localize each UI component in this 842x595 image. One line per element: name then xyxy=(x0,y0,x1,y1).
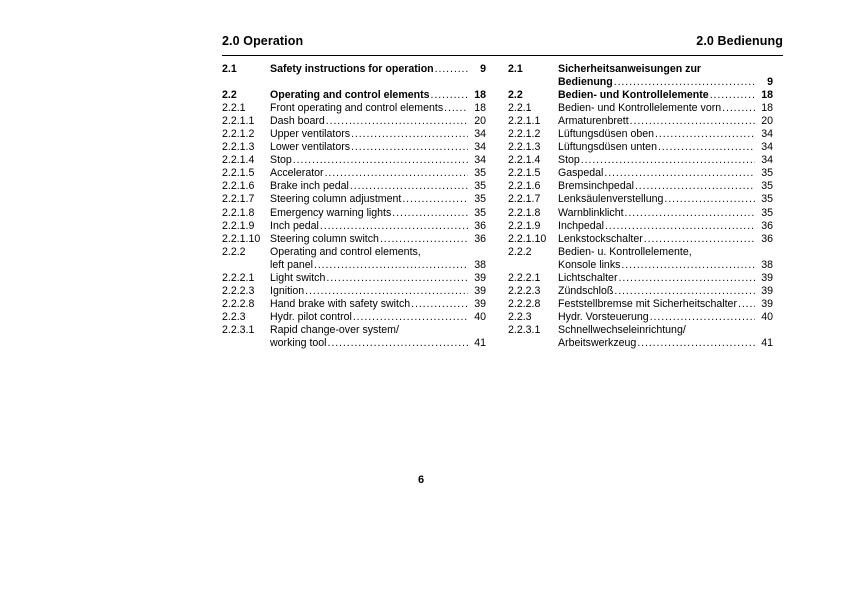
toc-entry-page: 20 xyxy=(761,115,773,128)
toc-entry-title-row xyxy=(558,285,773,298)
toc-entry-page: 38 xyxy=(761,258,773,271)
toc-entry-title: Steering column switch xyxy=(270,232,379,245)
toc-dot-leader xyxy=(431,89,468,102)
toc-entry[interactable] xyxy=(222,220,486,233)
toc-entry[interactable] xyxy=(222,272,486,285)
header-title-left: 2.0 Operation xyxy=(222,34,304,48)
toc-entry-title-row xyxy=(558,89,773,102)
toc-entry-title-row xyxy=(270,259,486,272)
toc-entry-title: Brake inch pedal xyxy=(270,180,349,193)
toc-entry-title-row xyxy=(558,193,773,206)
toc-dot-leader xyxy=(351,141,468,154)
toc-entry-title: Lenkstockschalter xyxy=(558,232,643,245)
toc-entry-page: 9 xyxy=(767,76,773,89)
toc-entry[interactable] xyxy=(508,167,773,180)
toc-entry-number: 2.2.1.7 xyxy=(222,193,255,206)
toc-entry-number: 2.2.1.6 xyxy=(222,180,255,193)
toc-entry[interactable] xyxy=(508,102,773,115)
toc-entry-number: 2.2.2 xyxy=(508,245,532,258)
toc-entry-page: 35 xyxy=(761,180,773,193)
toc-entry-title-row xyxy=(558,233,773,246)
toc-entry-page: 35 xyxy=(761,206,773,219)
header-rule xyxy=(222,55,783,56)
toc-entry-title: Dash board xyxy=(270,115,325,128)
toc-entry-title: Inchpedal xyxy=(558,219,604,232)
toc-entry-page: 40 xyxy=(761,310,773,323)
toc-entry-title-row xyxy=(270,89,486,102)
toc-entry-page: 34 xyxy=(474,154,486,167)
toc-entry-title: left panel xyxy=(270,258,313,271)
toc-entry[interactable] xyxy=(508,259,773,272)
toc-entry-number: 2.2.1.8 xyxy=(508,206,541,219)
toc-entry-title-row xyxy=(558,207,773,220)
toc-dot-leader xyxy=(326,115,468,128)
toc-dot-leader xyxy=(326,272,468,285)
toc-entry[interactable] xyxy=(508,246,773,259)
toc-entry-number: 2.2.1.3 xyxy=(508,141,541,154)
toc-entry-title-row xyxy=(270,324,486,337)
toc-entry-title-row xyxy=(558,154,773,167)
toc-entry-title-row xyxy=(270,63,486,76)
toc-column-german xyxy=(508,63,773,350)
toc-entry-page: 18 xyxy=(474,89,486,102)
toc-entry-title: Bedienung xyxy=(558,76,613,89)
toc-entry-title: Arbeitswerkzeug xyxy=(558,336,637,349)
toc-spacer xyxy=(222,76,486,89)
toc-entry-page: 18 xyxy=(761,89,773,102)
toc-entry-title: Schnellwechseleinrichtung/ xyxy=(558,323,686,336)
toc-entry-title: Emergency warning lights xyxy=(270,206,392,219)
toc-entry-number: 2.2.2.3 xyxy=(222,284,255,297)
toc-entry-title: Bedien- und Kontrollelemente xyxy=(558,89,709,102)
toc-dot-leader xyxy=(435,63,468,76)
toc-entry-number: 2.2.1.4 xyxy=(508,154,541,167)
toc-entry-page: 39 xyxy=(761,271,773,284)
toc-entry[interactable] xyxy=(508,207,773,220)
toc-entry[interactable] xyxy=(508,337,773,350)
toc-dot-leader xyxy=(353,311,468,324)
toc-entry[interactable] xyxy=(508,285,773,298)
toc-entry-title-row xyxy=(270,180,486,193)
running-header xyxy=(222,34,783,48)
toc-entry[interactable] xyxy=(508,63,773,76)
toc-entry-page: 18 xyxy=(474,102,486,115)
toc-entry-page: 39 xyxy=(474,271,486,284)
toc-entry[interactable] xyxy=(508,311,773,324)
toc-entry-title: Rapid change-over system/ xyxy=(270,323,399,336)
toc-entry[interactable] xyxy=(222,259,486,272)
toc-entry[interactable] xyxy=(222,233,486,246)
toc-entry-title: Operating and control elements, xyxy=(270,245,421,258)
toc-entry-title-row xyxy=(270,141,486,154)
toc-entry-title: Ignition xyxy=(270,284,305,297)
toc-entry-number: 2.2 xyxy=(508,89,523,102)
toc-entry-number: 2.2.1.4 xyxy=(222,154,255,167)
toc-entry-number: 2.2.2.3 xyxy=(508,284,541,297)
toc-dot-leader xyxy=(738,298,755,311)
toc-entry[interactable] xyxy=(508,89,773,102)
toc-entry[interactable] xyxy=(508,180,773,193)
toc-entry-title-row xyxy=(558,246,773,259)
page-number: 6 xyxy=(417,474,425,486)
toc-entry-title-row xyxy=(270,272,486,285)
toc-entry-title-row xyxy=(558,259,773,272)
toc-entry-title-row xyxy=(558,63,773,76)
toc-entry-title: Steering column adjustment xyxy=(270,193,402,206)
toc-entry-title: Zündschloß xyxy=(558,284,614,297)
toc-dot-leader xyxy=(644,233,755,246)
toc-entry[interactable] xyxy=(222,128,486,141)
toc-entry-page: 36 xyxy=(761,219,773,232)
toc-entry-title: Hydr. pilot control xyxy=(270,310,352,323)
toc-entry-number: 2.2.1.1 xyxy=(222,115,255,128)
toc-dot-leader xyxy=(710,89,755,102)
toc-entry[interactable] xyxy=(222,311,486,324)
toc-entry-title-row xyxy=(558,141,773,154)
toc-entry-number: 2.2.1.5 xyxy=(222,167,255,180)
toc-entry-title: Lenksäulenverstellung xyxy=(558,193,664,206)
toc-entry-page: 38 xyxy=(474,258,486,271)
toc-entry[interactable] xyxy=(222,167,486,180)
toc-entry-title-row xyxy=(270,337,486,350)
toc-entry-number: 2.2.1 xyxy=(222,102,246,115)
toc-entry-title-row xyxy=(558,311,773,324)
toc-entry-title-row xyxy=(270,285,486,298)
toc-dot-leader xyxy=(293,154,468,167)
toc-entry-title-row xyxy=(270,128,486,141)
toc-entry-title: Safety instructions for operation xyxy=(270,63,434,75)
toc-dot-leader xyxy=(621,259,755,272)
toc-entry-page: 39 xyxy=(474,297,486,310)
toc-entry-title-row xyxy=(270,102,486,115)
toc-entry-number: 2.2.1.7 xyxy=(508,193,541,206)
toc-dot-leader xyxy=(305,285,468,298)
toc-entry-page: 34 xyxy=(761,141,773,154)
toc-dot-leader xyxy=(618,272,755,285)
toc-entry-number: 2.2.1.6 xyxy=(508,180,541,193)
toc-dot-leader xyxy=(664,193,755,206)
toc-entry[interactable] xyxy=(508,220,773,233)
toc-entry[interactable] xyxy=(222,298,486,311)
toc-entry-number: 2.2.2.1 xyxy=(222,271,255,284)
toc-entry-title: Gaspedal xyxy=(558,167,604,180)
toc-dot-leader xyxy=(350,180,468,193)
toc-dot-leader xyxy=(658,141,755,154)
toc-entry[interactable] xyxy=(222,89,486,102)
toc-entry-number: 2.2.1.2 xyxy=(222,128,255,141)
toc-entry-number: 2.2.1 xyxy=(508,102,532,115)
toc-dot-leader xyxy=(655,128,755,141)
toc-dot-leader xyxy=(625,207,755,220)
toc-entry-page: 35 xyxy=(474,206,486,219)
toc-entry-page: 34 xyxy=(761,154,773,167)
toc-entry-title-row xyxy=(270,311,486,324)
toc-entry-title: Operating and control elements xyxy=(270,89,430,102)
toc-entry-title-row xyxy=(558,324,773,337)
toc-entry[interactable] xyxy=(222,246,486,259)
toc-entry-title-row xyxy=(558,115,773,128)
toc-entry-page: 36 xyxy=(474,219,486,232)
toc-entry-number: 2.2.2 xyxy=(222,245,246,258)
toc-entry-title: Lüftungsdüsen oben xyxy=(558,128,655,141)
toc-entry-page: 35 xyxy=(474,193,486,206)
toc-entry-number: 2.2.1.10 xyxy=(222,232,261,245)
toc-entry-page: 35 xyxy=(761,193,773,206)
toc-dot-leader xyxy=(614,76,755,89)
toc-entry[interactable] xyxy=(222,337,486,350)
toc-entry-title-row xyxy=(270,220,486,233)
toc-entry[interactable] xyxy=(222,324,486,337)
toc-entry-title-row xyxy=(558,76,773,89)
toc-entry-number: 2.1 xyxy=(222,63,237,75)
toc-entry[interactable] xyxy=(222,193,486,206)
toc-entry-page: 34 xyxy=(474,128,486,141)
toc-entry-number: 2.2.3 xyxy=(222,310,246,323)
toc-entry-title: Accelerator xyxy=(270,167,324,180)
toc-entry[interactable] xyxy=(508,154,773,167)
toc-dot-leader xyxy=(605,220,755,233)
toc-entry-title-row xyxy=(270,167,486,180)
toc-entry-title: Inch pedal xyxy=(270,219,319,232)
toc-entry-title: Lüftungsdüsen unten xyxy=(558,141,657,154)
toc-entry-page: 34 xyxy=(761,128,773,141)
toc-entry-number: 2.2.3.1 xyxy=(508,323,541,336)
toc-entry-title: Armaturenbrett xyxy=(558,115,629,128)
toc-entry-number: 2.2.1.3 xyxy=(222,141,255,154)
toc-entry-title: Front operating and control elements xyxy=(270,102,444,115)
toc-entry-number: 2.2.1.1 xyxy=(508,115,541,128)
toc-entry[interactable] xyxy=(508,76,773,89)
toc-entry-title-row xyxy=(270,233,486,246)
toc-entry[interactable] xyxy=(508,233,773,246)
toc-entry-page: 18 xyxy=(761,102,773,115)
toc-entry-page: 41 xyxy=(761,336,773,349)
toc-entry-number: 2.2.1.5 xyxy=(508,167,541,180)
toc-entry-title-row xyxy=(270,207,486,220)
toc-dot-leader xyxy=(604,167,755,180)
toc-dot-leader xyxy=(722,102,755,115)
toc-entry-title: Stop xyxy=(270,154,292,167)
toc-entry-page: 40 xyxy=(474,310,486,323)
toc-entry-page: 9 xyxy=(480,63,486,75)
toc-dot-leader xyxy=(411,298,468,311)
toc-entry[interactable] xyxy=(222,180,486,193)
toc-entry[interactable] xyxy=(222,207,486,220)
toc-entry-page: 35 xyxy=(474,180,486,193)
toc-dot-leader xyxy=(581,154,755,167)
toc-entry-page: 34 xyxy=(474,141,486,154)
toc-entry-title-row xyxy=(558,337,773,350)
toc-entry-title-row xyxy=(558,102,773,115)
toc-entry-number: 2.2.2.8 xyxy=(222,297,255,310)
toc-entry-page: 20 xyxy=(474,115,486,128)
toc-entry-title-row xyxy=(558,220,773,233)
toc-entry-number: 2.2.1.9 xyxy=(508,219,541,232)
toc-entry-page: 36 xyxy=(761,232,773,245)
toc-entry-title: Bedien- u. Kontrollelemente, xyxy=(558,245,692,258)
toc-entry[interactable] xyxy=(222,154,486,167)
toc-entry-title: Hydr. Vorsteuerung xyxy=(558,310,649,323)
toc-entry-page: 36 xyxy=(474,232,486,245)
header-title-right: 2.0 Bedienung xyxy=(696,34,783,48)
toc-entry-title: Feststellbremse mit Sicherheitschalter xyxy=(558,297,737,310)
toc-entry-number: 2.2.2.8 xyxy=(508,297,541,310)
toc-entry-number: 2.2.3 xyxy=(508,310,532,323)
toc-dot-leader xyxy=(650,311,755,324)
toc-entry[interactable] xyxy=(508,141,773,154)
toc-entry-page: 39 xyxy=(474,284,486,297)
toc-entry-title: working tool xyxy=(270,336,327,349)
toc-entry-title-row xyxy=(270,115,486,128)
toc-entry[interactable] xyxy=(222,285,486,298)
toc-entry-number: 2.2 xyxy=(222,89,237,102)
toc-dot-leader xyxy=(614,285,755,298)
toc-entry-number: 2.2.2.1 xyxy=(508,271,541,284)
toc-entry[interactable] xyxy=(508,193,773,206)
toc-entry-title: Hand brake with safety switch xyxy=(270,297,411,310)
toc-entry-title-row xyxy=(558,167,773,180)
toc-entry-page: 39 xyxy=(761,297,773,310)
toc-entry-title: Konsole links xyxy=(558,258,621,271)
toc-entry-title-row xyxy=(270,246,486,259)
toc-entry-title-row xyxy=(270,298,486,311)
toc-dot-leader xyxy=(402,193,468,206)
toc-entry-page: 35 xyxy=(761,167,773,180)
toc-dot-leader xyxy=(637,337,755,350)
toc-dot-leader xyxy=(635,180,755,193)
toc-dot-leader xyxy=(320,220,468,233)
toc-dot-leader xyxy=(328,337,468,350)
toc-entry-title-row xyxy=(558,272,773,285)
toc-entry-title: Lower ventilators xyxy=(270,141,351,154)
toc-entry-title-row xyxy=(558,298,773,311)
toc-entry-page: 39 xyxy=(761,284,773,297)
toc-entry-number: 2.1 xyxy=(508,63,523,75)
toc-dot-leader xyxy=(351,128,468,141)
toc-column-english xyxy=(222,63,486,350)
toc-entry-title-row xyxy=(270,154,486,167)
toc-entry[interactable] xyxy=(508,324,773,337)
toc-dot-leader xyxy=(444,102,468,115)
toc-entry-title: Light switch xyxy=(270,271,326,284)
toc-entry-title: Warnblinklicht xyxy=(558,206,624,219)
toc-entry-title-row xyxy=(270,193,486,206)
toc-entry-title: Sicherheitsanweisungen zur xyxy=(558,63,702,75)
toc-entry[interactable] xyxy=(508,298,773,311)
toc-entry[interactable] xyxy=(508,115,773,128)
toc-entry[interactable] xyxy=(222,63,486,76)
toc-entry[interactable] xyxy=(508,128,773,141)
toc-entry-title-row xyxy=(558,180,773,193)
toc-entry-number: 2.2.1.10 xyxy=(508,232,547,245)
toc-entry-title-row xyxy=(558,128,773,141)
toc-entry-title: Bremsinchpedal xyxy=(558,180,634,193)
toc-dot-leader xyxy=(630,115,755,128)
toc-dot-leader xyxy=(325,167,468,180)
toc-entry[interactable] xyxy=(508,272,773,285)
toc-dot-leader xyxy=(392,207,468,220)
toc-dot-leader xyxy=(314,259,468,272)
toc-entry[interactable] xyxy=(222,115,486,128)
toc-entry-title: Lichtschalter xyxy=(558,271,618,284)
toc-entry-title: Upper ventilators xyxy=(270,128,351,141)
toc-entry[interactable] xyxy=(222,141,486,154)
toc-entry-page: 35 xyxy=(474,167,486,180)
toc-entry-title: Bedien- und Kontrollelemente vorn xyxy=(558,102,722,115)
toc-entry-page: 41 xyxy=(474,336,486,349)
toc-entry[interactable] xyxy=(222,102,486,115)
toc-entry-number: 2.2.1.8 xyxy=(222,206,255,219)
toc-entry-number: 2.2.1.2 xyxy=(508,128,541,141)
toc-entry-number: 2.2.3.1 xyxy=(222,323,255,336)
toc-entry-number: 2.2.1.9 xyxy=(222,219,255,232)
toc-dot-leader xyxy=(380,233,468,246)
toc-entry-title: Stop xyxy=(558,154,580,167)
